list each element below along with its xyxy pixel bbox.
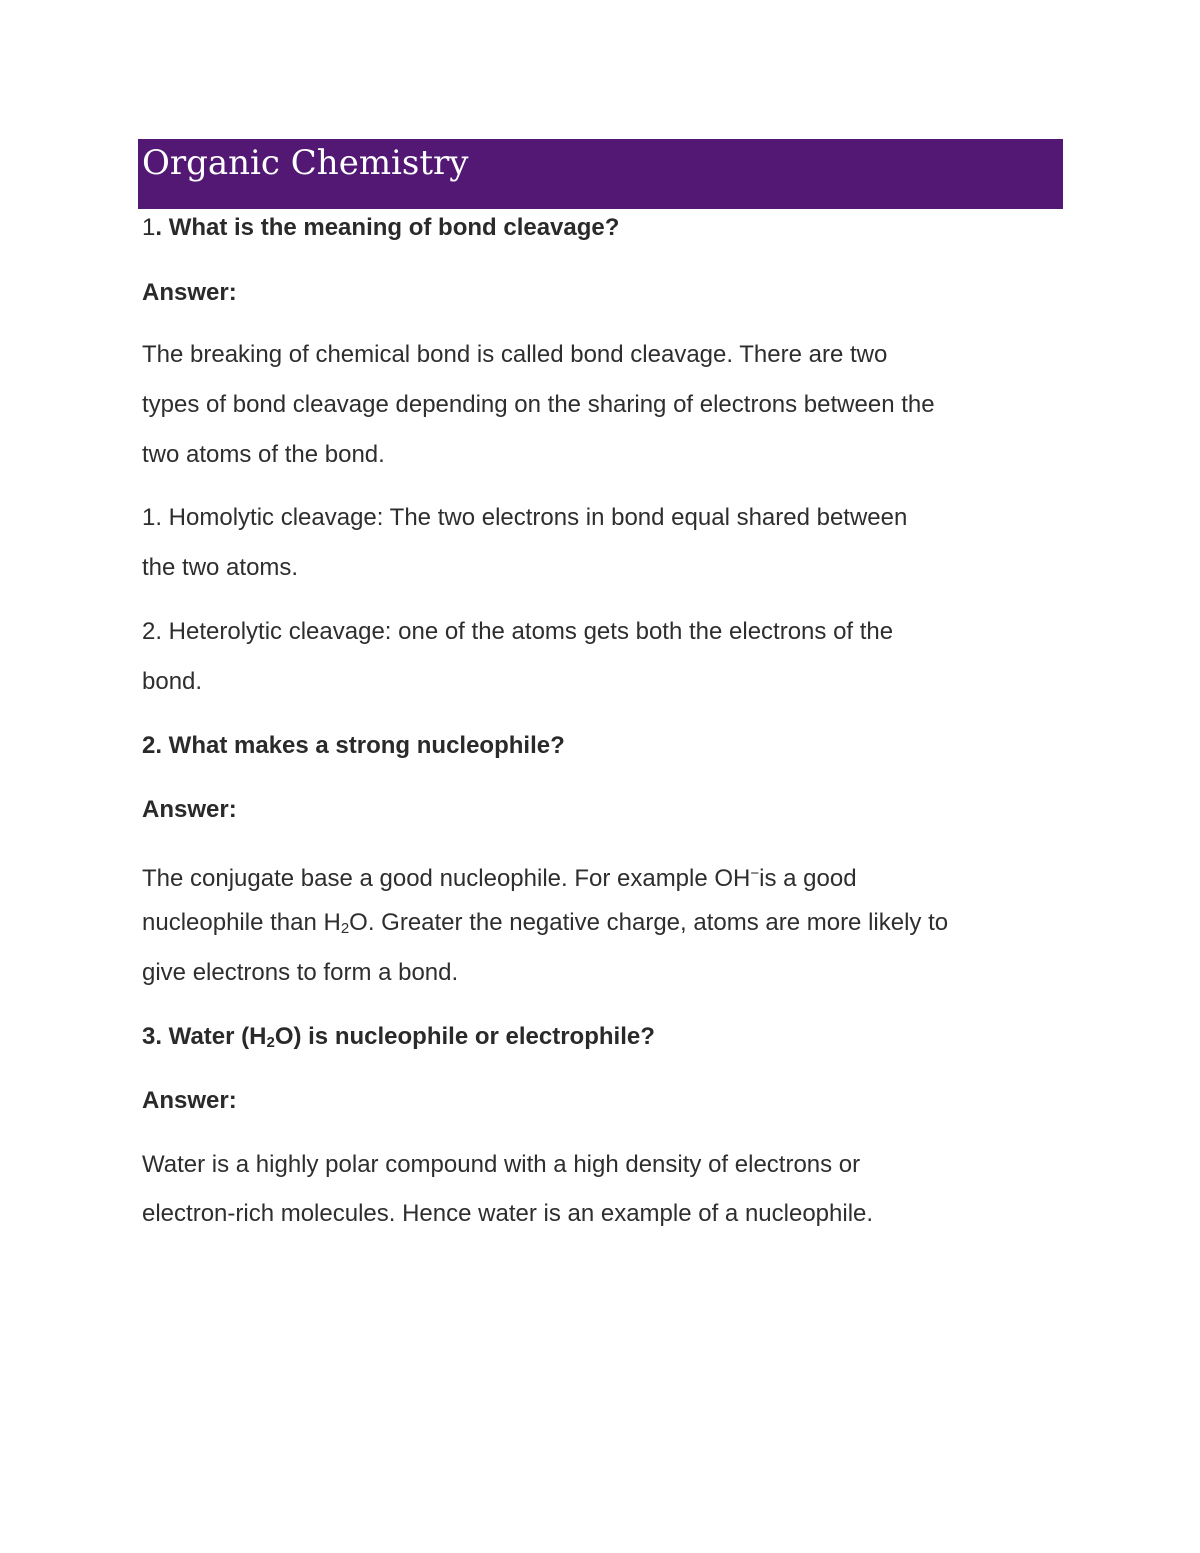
answer-2-text: O. Greater the negative charge, atoms are more likely to: [349, 909, 949, 936]
question-3-text: 3. Water (H: [142, 1023, 267, 1050]
question-1-number: 1: [142, 214, 156, 241]
list-item-homolytic: the two atoms.: [142, 554, 299, 581]
answer-2-line: [142, 859, 857, 894]
answer-2-line: give electrons to form a bond.: [142, 959, 459, 986]
question-3: [142, 1022, 655, 1058]
answer-1-line: types of bond cleavage depending on the sharing of electrons between the: [142, 391, 935, 418]
answer-2-text: is a good: [759, 865, 857, 892]
question-3-text: O) is nucleophile or electrophile?: [274, 1023, 655, 1050]
answer-1-label: Answer:: [142, 279, 237, 306]
answer-2-text: nucleophile than H: [142, 909, 341, 936]
question-1-text: . What is the meaning of bond cleavage?: [155, 214, 620, 241]
question-1: [142, 213, 619, 243]
answer-3-label: Answer:: [142, 1087, 237, 1114]
page-title: Organic Chemistry: [142, 143, 469, 183]
list-item-heterolytic: 2. Heterolytic cleavage: one of the atoms gets both the electrons of the: [142, 618, 894, 645]
answer-1-line: The breaking of chemical bond is called bond cleavage. There are two: [142, 341, 888, 368]
title-banner: [138, 139, 1063, 209]
subscript-2: 2: [340, 920, 350, 937]
list-item-homolytic: 1. Homolytic cleavage: The two electrons in bond equal shared between: [142, 504, 908, 531]
answer-2-text: The conjugate base a good nucleophile. For example OH: [142, 865, 751, 892]
answer-1-line: two atoms of the bond.: [142, 441, 385, 468]
subscript-2: 2: [266, 1034, 275, 1051]
answer-3-line: electron-rich molecules. Hence water is an example of a nucleophile.: [142, 1200, 874, 1227]
superscript-minus: −: [750, 865, 760, 882]
answer-3-line: Water is a highly polar compound with a high density of electrons or: [142, 1151, 861, 1178]
question-2: 2. What makes a strong nucleophile?: [142, 732, 565, 759]
answer-2-line: [142, 908, 948, 944]
answer-2-label: Answer:: [142, 796, 237, 823]
list-item-heterolytic: bond.: [142, 668, 203, 695]
